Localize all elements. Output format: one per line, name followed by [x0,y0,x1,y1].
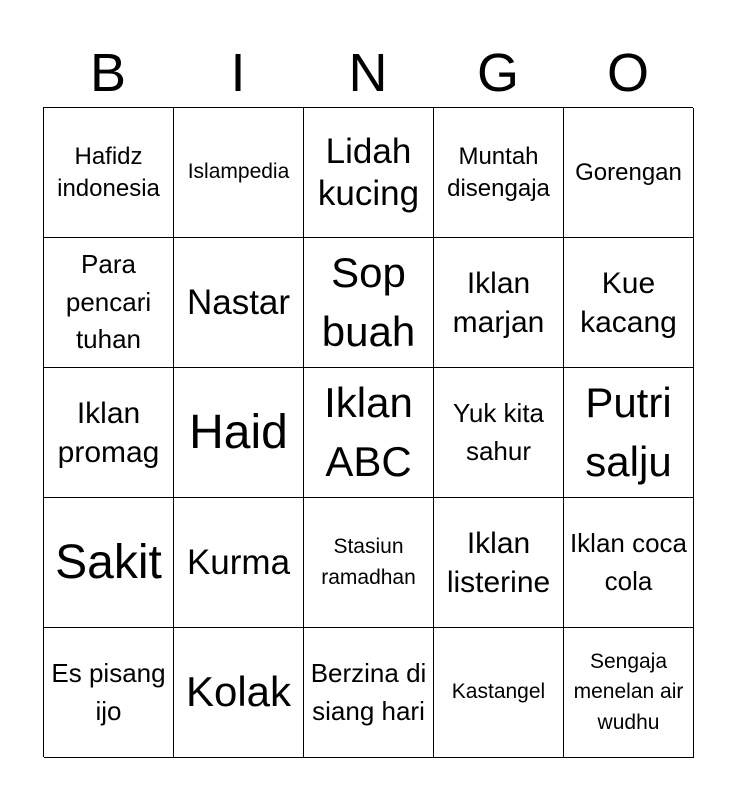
bingo-cell-text: Stasiun ramadhan [321,535,416,589]
bingo-cell[interactable] [304,628,434,758]
bingo-cell-text: Iklan coca cola [569,527,688,596]
bingo-cell-text: Yuk kita sahur [452,397,545,466]
bingo-cell[interactable] [44,368,174,498]
bingo-cell-text: Nastar [186,282,291,322]
bingo-cell-text: Islampedia [187,160,290,184]
bingo-cell-text: Sop buah [321,248,416,355]
bingo-cell[interactable] [304,368,434,498]
bingo-cell[interactable] [434,108,564,238]
bingo-cell[interactable] [44,238,174,368]
bingo-cell-text: Es pisang ijo [51,657,166,726]
bingo-cell-text: Iklan promag [57,396,160,469]
header-letter-o: O [606,43,649,103]
bingo-cell-text: Iklan marjan [452,266,545,339]
bingo-cell-text: Lidah kucing [317,131,420,213]
bingo-cell-text: Iklan listerine [446,526,551,599]
bingo-cell-text: Kue kacang [580,266,677,339]
header-letter-i: I [230,43,246,103]
bingo-cell[interactable] [434,498,564,628]
bingo-cell[interactable] [44,108,174,238]
bingo-cell[interactable] [434,368,564,498]
bingo-cell[interactable] [44,498,174,628]
bingo-cell[interactable] [174,498,304,628]
bingo-cell[interactable] [564,368,694,498]
bingo-cell-text: Sengaja menelan air wudhu [573,649,684,734]
bingo-cell-text: Gorengan [575,158,682,186]
header-letter-n: N [348,43,388,103]
bingo-cell[interactable] [564,238,694,368]
bingo-cell-text: Sakit [55,535,162,589]
bingo-cell[interactable] [174,628,304,758]
bingo-cell[interactable] [304,238,434,368]
bingo-cell-text: Hafidz indonesia [57,143,160,202]
bingo-cell-text: Muntah disengaja [447,143,550,202]
bingo-cell[interactable] [174,368,304,498]
bingo-cell[interactable] [304,498,434,628]
bingo-cell-text: Kastangel [451,680,546,704]
bingo-cell-text: Kurma [186,542,291,582]
bingo-cell-text: Para pencari tuhan [65,248,152,355]
bingo-cell[interactable] [564,108,694,238]
bingo-cell[interactable] [174,238,304,368]
bingo-cell-text: Kolak [185,668,292,716]
bingo-cell[interactable] [564,498,694,628]
bingo-cell-text: Iklan ABC [324,378,413,485]
header-letter-b: B [89,43,127,103]
bingo-cell[interactable] [564,628,694,758]
bingo-cell-text: Haid [189,405,288,459]
header-letter-g: G [476,43,519,103]
bingo-cell[interactable] [174,108,304,238]
bingo-cell[interactable] [434,628,564,758]
bingo-cell[interactable] [434,238,564,368]
bingo-cell-text: Putri salju [585,378,672,485]
bingo-cell[interactable] [304,108,434,238]
bingo-header [43,38,693,108]
bingo-cell[interactable] [44,628,174,758]
bingo-cell-text: Berzina di siang hari [310,657,427,726]
bingo-grid [43,107,693,757]
